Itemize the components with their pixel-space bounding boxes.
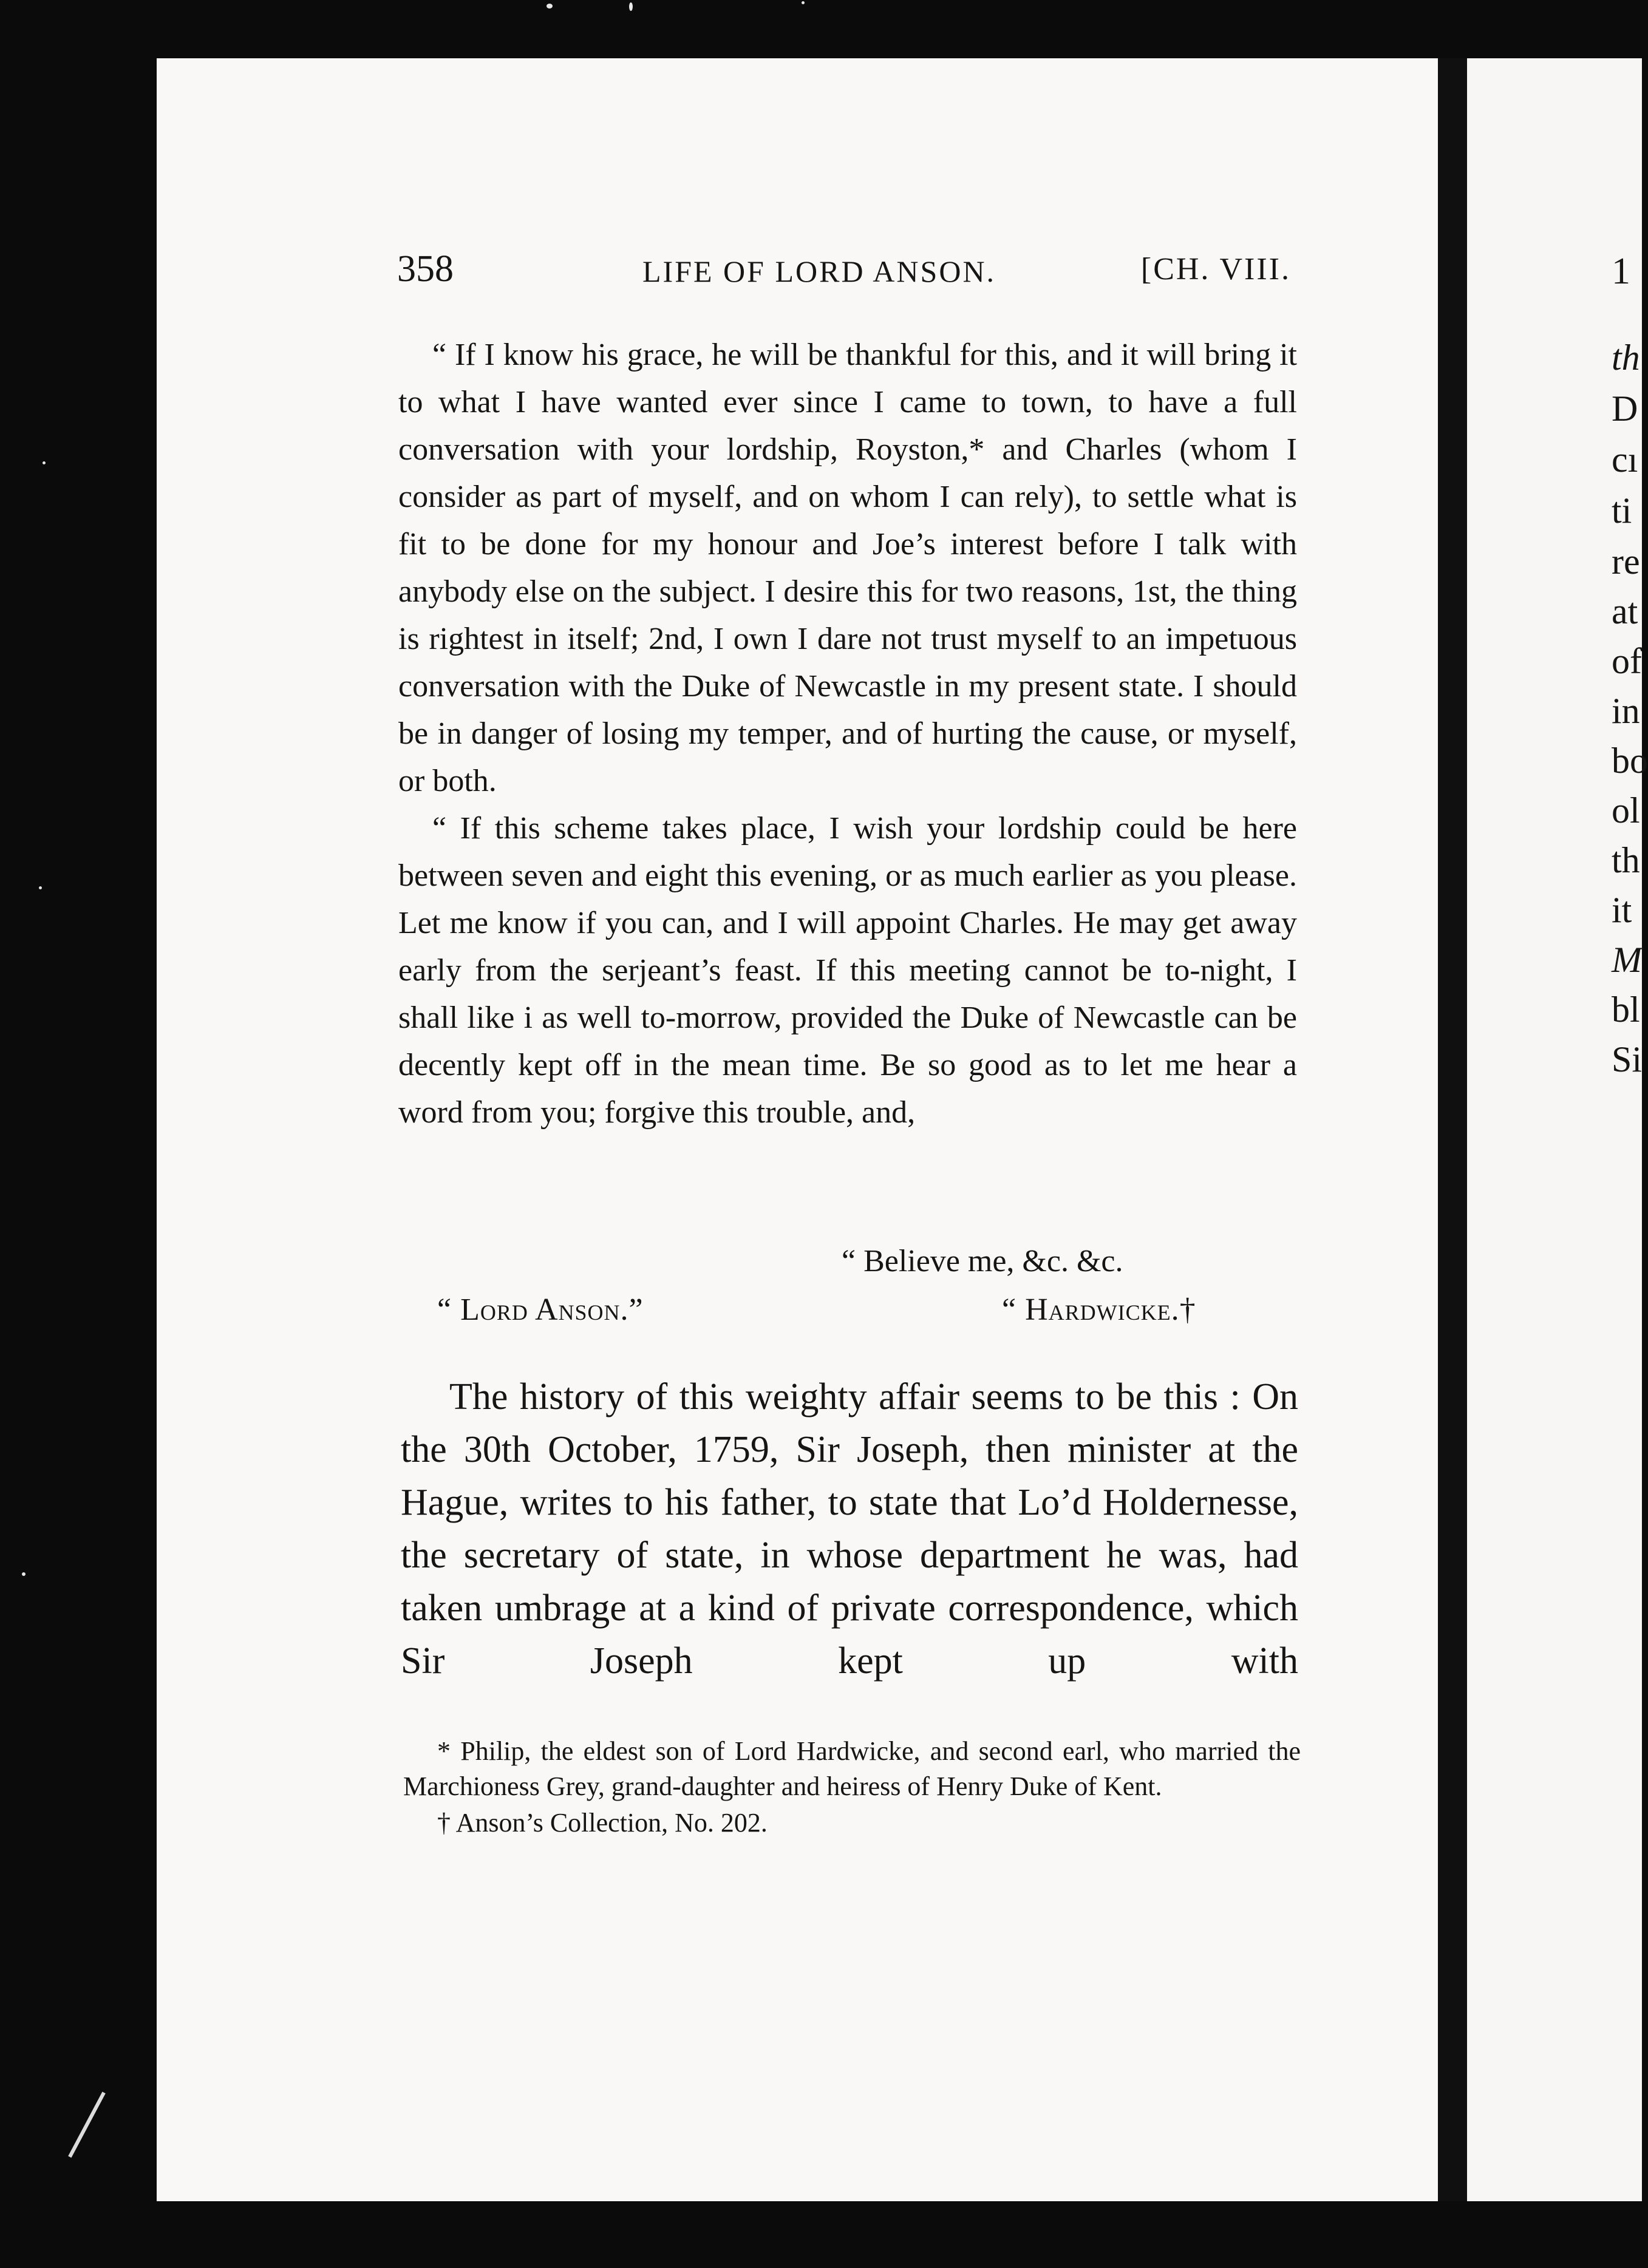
scan-speck	[802, 1, 805, 4]
letter-paragraph: “ If I know his grace, he will be thankful for this, and it will bring it to what I have wanted ever since I came to town, to have a full conversation with your lordship, Royston,* and Charles (whom I consider as part of myself, and on whom I can rely), to settle what is fit to be done for my honour and Joe’s interest before I talk with anybody else on the subject. I desire this for two reasons, 1st, the thing is rightest in itself; 2nd, I own I dare not trust myself to an impetuous conversation with the Duke of Newcastle in my present state. I should be in danger of losing my temper, and of hurting the cause, or myself, or both.	[398, 338, 1297, 798]
footnote: † Anson’s Collection, No. 202.	[437, 1808, 768, 1838]
facing-page-fragment: of	[1612, 641, 1642, 681]
scan-speck	[22, 1572, 26, 1576]
book-gutter	[1438, 58, 1467, 2201]
facing-page-fragment: it	[1612, 890, 1632, 930]
chapter-label: [CH. VIII.	[1140, 252, 1291, 287]
letter-signature: “ Hardwicke.†	[1002, 1292, 1196, 1327]
facing-page-fragment: 1	[1612, 251, 1630, 292]
facing-page-fragment: cı	[1612, 440, 1638, 480]
letter-paragraph: “ If this scheme takes place, I wish your lordship could be here between seven and eight this evening, or as much earlier as you please. Let me know if you can, and I will appoint Charles. He may get away early from the serjeant’s feast. If this meeting cannot be to-night, I shall like i as well to-morrow, provided the Duke of Newcastle can be decently kept off in the mean time. Be so good as to let me hear a word from you; forgive this trouble, and,	[398, 811, 1297, 1130]
letter-addressee: “ Lord Anson.”	[437, 1292, 644, 1327]
facing-page-fragment: bo	[1612, 741, 1648, 781]
scan-speck	[546, 4, 553, 8]
footnotes	[403, 1734, 1301, 1841]
facing-page-fragment: re	[1612, 542, 1640, 582]
scan-speck	[43, 461, 46, 464]
facing-page-fragment: th	[1612, 338, 1640, 378]
facing-page-fragment: ol	[1612, 790, 1640, 830]
facing-page-fragment: in	[1612, 691, 1640, 731]
running-header	[397, 248, 1291, 302]
facing-page-fragment: M	[1612, 940, 1642, 980]
page-number: 358	[397, 248, 454, 290]
facing-page-fragment: at	[1612, 591, 1638, 631]
scan-speck	[629, 2, 633, 11]
body-paragraph: The history of this weighty affair seems to be this : On the 30th October, 1759, Sir Joseph, then minister at the Hague, writes to his father, to state that Lo’d Holdernesse, the secretary of state, in whose department he was, had taken umbrage at a kind of private correspondence, which Sir Joseph kept up with	[401, 1376, 1298, 1682]
footnote: * Philip, the eldest son of Lord Hardwicke, and second earl, who married the Marchioness Grey, grand-daughter and heiress of Henry Duke of Kent.	[403, 1736, 1301, 1801]
facing-page-fragment: D	[1612, 389, 1638, 429]
scan-scratch	[68, 2092, 106, 2158]
scan-speck	[39, 886, 42, 889]
facing-page-fragment: Si	[1612, 1039, 1643, 1079]
letter-signoff: “ Believe me, &c. &c.	[842, 1244, 1123, 1278]
body-text	[401, 1371, 1298, 1688]
facing-page-fragment: ti	[1612, 491, 1632, 531]
letter-text	[398, 331, 1297, 1136]
facing-page-fragment: bl	[1612, 990, 1640, 1030]
facing-page-fragment: th	[1612, 840, 1640, 880]
running-title: LIFE OF LORD ANSON.	[642, 254, 996, 288]
